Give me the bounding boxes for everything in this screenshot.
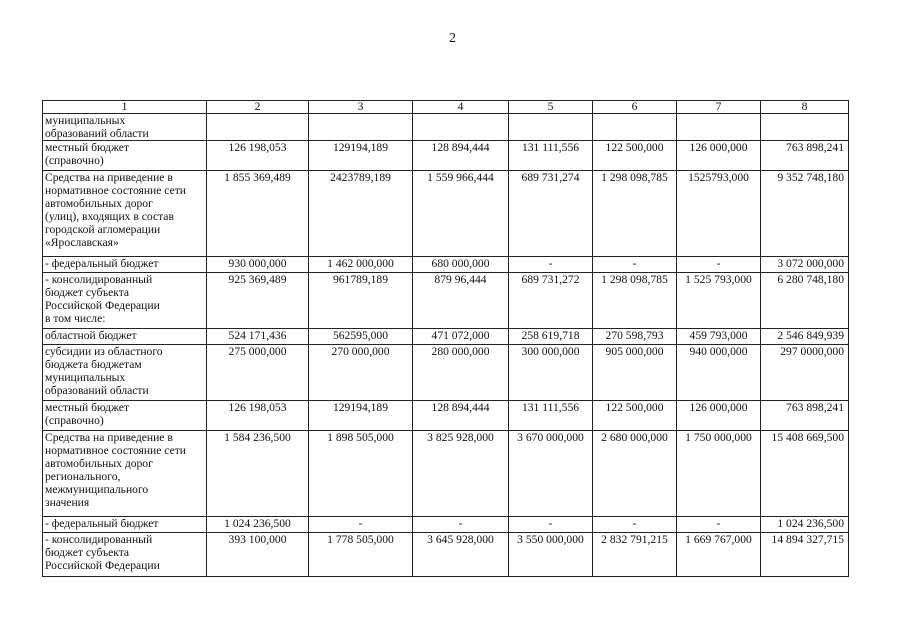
table-cell-col-2: 393 100,000	[207, 533, 309, 577]
table-cell-col-3: 1 778 505,000	[309, 533, 413, 577]
table-cell-col-7: 126 000,000	[677, 401, 761, 431]
table-cell-col-8: 763 898,241	[761, 401, 849, 431]
table-cell-col-8: 9 352 748,180	[761, 171, 849, 257]
table-cell-col-3	[309, 114, 413, 141]
column-number-2: 2	[207, 101, 309, 114]
table-row	[43, 401, 849, 431]
table-row	[43, 257, 849, 273]
table-cell-col-7: 1 669 767,000	[677, 533, 761, 577]
row-label: местный бюджет (справочно)	[43, 141, 207, 171]
table-row	[43, 431, 849, 517]
table-cell-col-3: 961789,189	[309, 273, 413, 329]
table-cell-col-6: 2 680 000,000	[593, 431, 677, 517]
table-cell-col-4: 128 894,444	[413, 141, 509, 171]
table-cell-col-3: 129194,189	[309, 401, 413, 431]
column-number-6: 6	[593, 101, 677, 114]
table-cell-col-3: 562595,000	[309, 329, 413, 345]
table-cell-col-6: 122 500,000	[593, 141, 677, 171]
row-label: муниципальных образований области	[43, 114, 207, 141]
table-cell-col-8: 14 894 327,715	[761, 533, 849, 577]
row-label: Средства на приведение в нормативное состояние сети автомобильных дорог (улиц), входящих в состав городской агломерации «Ярославская»	[43, 171, 207, 257]
table-cell-col-8: 1 024 236,500	[761, 517, 849, 533]
table-cell-col-2: 1 024 236,500	[207, 517, 309, 533]
table-cell-col-7: 1 525 793,000	[677, 273, 761, 329]
table-cell-col-6: 2 832 791,215	[593, 533, 677, 577]
column-number-7: 7	[677, 101, 761, 114]
table-cell-col-8	[761, 114, 849, 141]
table-cell-col-4: -	[413, 517, 509, 533]
row-label: местный бюджет (справочно)	[43, 401, 207, 431]
table-row	[43, 533, 849, 577]
row-label: - федеральный бюджет	[43, 517, 207, 533]
table-cell-col-7	[677, 114, 761, 141]
table-cell-col-5: 258 619,718	[509, 329, 593, 345]
table-cell-col-7: -	[677, 517, 761, 533]
column-number-4: 4	[413, 101, 509, 114]
table-cell-col-6: -	[593, 257, 677, 273]
table-cell-col-4: 3 645 928,000	[413, 533, 509, 577]
table-cell-col-3: 129194,189	[309, 141, 413, 171]
table-cell-col-3: 2423789,189	[309, 171, 413, 257]
table-cell-col-5: 3 550 000,000	[509, 533, 593, 577]
table-cell-col-7: 459 793,000	[677, 329, 761, 345]
table-cell-col-3: 1 462 000,000	[309, 257, 413, 273]
table-cell-col-7: 126 000,000	[677, 141, 761, 171]
table-cell-col-4: 280 000,000	[413, 345, 509, 401]
table-cell-col-8: 15 408 669,500	[761, 431, 849, 517]
column-number-3: 3	[309, 101, 413, 114]
table-cell-col-8: 6 280 748,180	[761, 273, 849, 329]
table-cell-col-7: 940 000,000	[677, 345, 761, 401]
page-number: 2	[449, 31, 456, 46]
table-cell-col-6	[593, 114, 677, 141]
table-cell-col-8: 763 898,241	[761, 141, 849, 171]
table-cell-col-7: -	[677, 257, 761, 273]
column-number-5: 5	[509, 101, 593, 114]
table-cell-col-4: 471 072,000	[413, 329, 509, 345]
table-cell-col-2	[207, 114, 309, 141]
table-cell-col-6: 905 000,000	[593, 345, 677, 401]
column-number-1: 1	[43, 101, 207, 114]
table-cell-col-2: 524 171,436	[207, 329, 309, 345]
table-cell-col-7: 1 750 000,000	[677, 431, 761, 517]
table-cell-col-4: 680 000,000	[413, 257, 509, 273]
table-cell-col-5	[509, 114, 593, 141]
table-cell-col-6: -	[593, 517, 677, 533]
table-row	[43, 345, 849, 401]
table-cell-col-2: 1 584 236,500	[207, 431, 309, 517]
table-row	[43, 517, 849, 533]
table-cell-col-4: 879 96,444	[413, 273, 509, 329]
table-cell-col-5: 689 731,274	[509, 171, 593, 257]
table-row	[43, 329, 849, 345]
table-cell-col-2: 275 000,000	[207, 345, 309, 401]
table-cell-col-3: 270 000,000	[309, 345, 413, 401]
row-label: субсидии из областного бюджета бюджетам муниципальных образований области	[43, 345, 207, 401]
table-cell-col-2: 925 369,489	[207, 273, 309, 329]
table-header-row	[43, 101, 849, 114]
table-cell-col-2: 1 855 369,489	[207, 171, 309, 257]
row-label: Средства на приведение в нормативное состояние сети автомобильных дорог регионального, межмуниципального значения	[43, 431, 207, 517]
table-cell-col-6: 1 298 098,785	[593, 273, 677, 329]
table-row	[43, 273, 849, 329]
table-cell-col-8: 297 0000,000	[761, 345, 849, 401]
row-label: - федеральный бюджет	[43, 257, 207, 273]
table-cell-col-3: -	[309, 517, 413, 533]
table-cell-col-4: 3 825 928,000	[413, 431, 509, 517]
table-cell-col-8: 2 546 849,939	[761, 329, 849, 345]
table-row	[43, 141, 849, 171]
table-cell-col-6: 270 598,793	[593, 329, 677, 345]
table-cell-col-5: 3 670 000,000	[509, 431, 593, 517]
table-cell-col-5: 689 731,272	[509, 273, 593, 329]
table-cell-col-5: -	[509, 257, 593, 273]
table-cell-col-8: 3 072 000,000	[761, 257, 849, 273]
table-cell-col-4: 128 894,444	[413, 401, 509, 431]
table-cell-col-3: 1 898 505,000	[309, 431, 413, 517]
table-cell-col-4	[413, 114, 509, 141]
table-row	[43, 171, 849, 257]
table-cell-col-5: -	[509, 517, 593, 533]
table-cell-col-5: 300 000,000	[509, 345, 593, 401]
table-cell-col-2: 126 198,053	[207, 401, 309, 431]
row-label: областной бюджет	[43, 329, 207, 345]
table-cell-col-5: 131 111,556	[509, 141, 593, 171]
table-cell-col-2: 126 198,053	[207, 141, 309, 171]
table-cell-col-4: 1 559 966,444	[413, 171, 509, 257]
column-number-8: 8	[761, 101, 849, 114]
table-cell-col-6: 122 500,000	[593, 401, 677, 431]
budget-table	[42, 100, 849, 577]
table-row	[43, 114, 849, 141]
table-cell-col-7: 1525793,000	[677, 171, 761, 257]
table-cell-col-2: 930 000,000	[207, 257, 309, 273]
table-cell-col-6: 1 298 098,785	[593, 171, 677, 257]
row-label: - консолидированный бюджет субъекта Российской Федерации в том числе:	[43, 273, 207, 329]
table-cell-col-5: 131 111,556	[509, 401, 593, 431]
row-label: - консолидированный бюджет субъекта Российской Федерации	[43, 533, 207, 577]
